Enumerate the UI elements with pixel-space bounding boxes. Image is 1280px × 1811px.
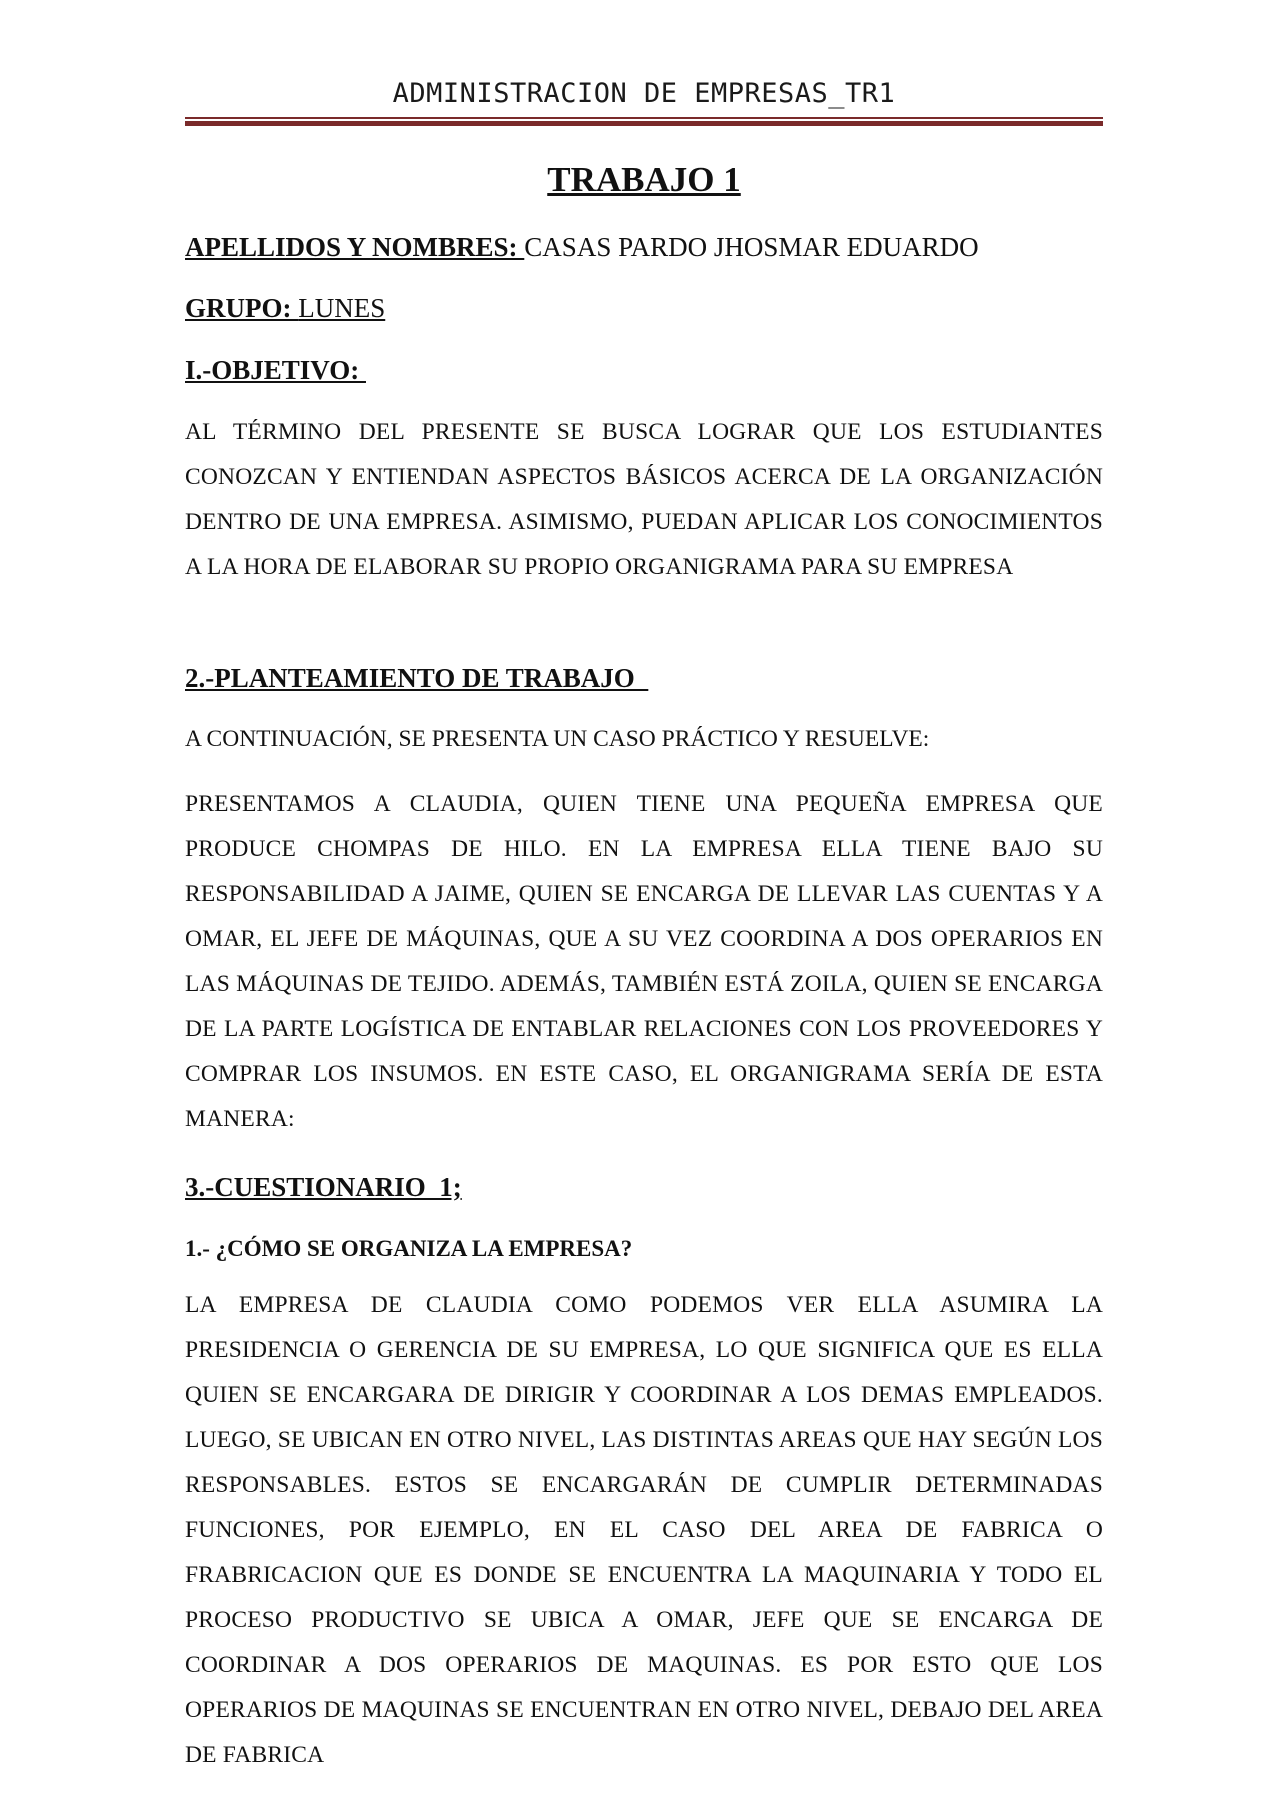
names-field	[185, 232, 979, 263]
section-planteamiento-intro: A CONTINUACIÓN, SE PRESENTA UN CASO PRÁCTICO Y RESUELVE:	[185, 726, 930, 752]
section-cuestionario-heading: 3.-CUESTIONARIO 1;	[185, 1172, 462, 1202]
group-label: GRUPO:	[185, 293, 299, 323]
section-objetivo-heading: I.-OBJETIVO:	[185, 355, 366, 385]
document-title: TRABAJO 1	[547, 160, 741, 199]
names-label: APELLIDOS Y NOMBRES:	[185, 232, 525, 262]
names-value: CASAS PARDO JHOSMAR EDUARDO	[524, 232, 979, 262]
document-page	[185, 0, 1103, 1811]
group-field	[185, 293, 385, 324]
answer-1: LA EMPRESA DE CLAUDIA COMO PODEMOS VER ELLA ASUMIRA LA PRESIDENCIA O GERENCIA DE SU EMPRESA, LO QUE SIGNIFICA QUE ES ELLA QUIEN SE ENCARGARA DE DIRIGIR Y COORDINAR A LOS DEMAS EMPLEADOS. LUEGO, SE UBICAN EN OTRO NIVEL, LAS DISTINTAS AREAS QUE HAY SEGÚN LOS RESPONSABLES. ESTOS SE ENCARGARÁN DE CUMPLIR DETERMINADAS FUNCIONES, POR EJEMPLO, EN EL CASO DEL AREA DE FABRICA O FRABRICACION QUE ES DONDE SE ENCUENTRA LA MAQUINARIA Y TODO EL PROCESO PRODUCTIVO SE UBICA A OMAR, JEFE QUE SE ENCARGA DE COORDINAR A DOS OPERARIOS DE MAQUINAS. ES POR ESTO QUE LOS OPERARIOS DE MAQUINAS SE ENCUENTRAN EN OTRO NIVEL, DEBAJO DEL AREA DE FABRICA	[185, 1292, 1103, 1768]
section-planteamiento-text: PRESENTAMOS A CLAUDIA, QUIEN TIENE UNA PEQUEÑA EMPRESA QUE PRODUCE CHOMPAS DE HILO. EN LA EMPRESA ELLA TIENE BAJO SU RESPONSABILIDAD A JAIME, QUIEN SE ENCARGA DE LLEVAR LAS CUENTAS Y A OMAR, EL JEFE DE MÁQUINAS, QUE A SU VEZ COORDINA A DOS OPERARIOS EN LAS MÁQUINAS DE TEJIDO. ADEMÁS, TAMBIÉN ESTÁ ZOILA, QUIEN SE ENCARGA DE LA PARTE LOGÍSTICA DE ENTABLAR RELACIONES CON LOS PROVEEDORES Y COMPRAR LOS INSUMOS. EN ESTE CASO, EL ORGANIGRAMA SERÍA DE ESTA MANERA:	[185, 791, 1103, 1132]
header-rule-thin	[185, 117, 1103, 119]
section-planteamiento-heading: 2.-PLANTEAMIENTO DE TRABAJO	[185, 663, 649, 693]
header-rule-thick	[185, 121, 1103, 126]
question-1: 1.- ¿CÓMO SE ORGANIZA LA EMPRESA?	[185, 1236, 633, 1261]
page-header-title: ADMINISTRACION DE EMPRESAS_TR1	[392, 78, 896, 109]
group-value: LUNES	[298, 293, 386, 323]
section-objetivo-text: AL TÉRMINO DEL PRESENTE SE BUSCA LOGRAR QUE LOS ESTUDIANTES CONOZCAN Y ENTIENDAN ASPECTOS BÁSICOS ACERCA DE LA ORGANIZACIÓN DENTRO DE UNA EMPRESA. ASIMISMO, PUEDAN APLICAR LOS CONOCIMIENTOS A LA HORA DE ELABORAR SU PROPIO ORGANIGRAMA PARA SU EMPRESA	[185, 419, 1103, 580]
